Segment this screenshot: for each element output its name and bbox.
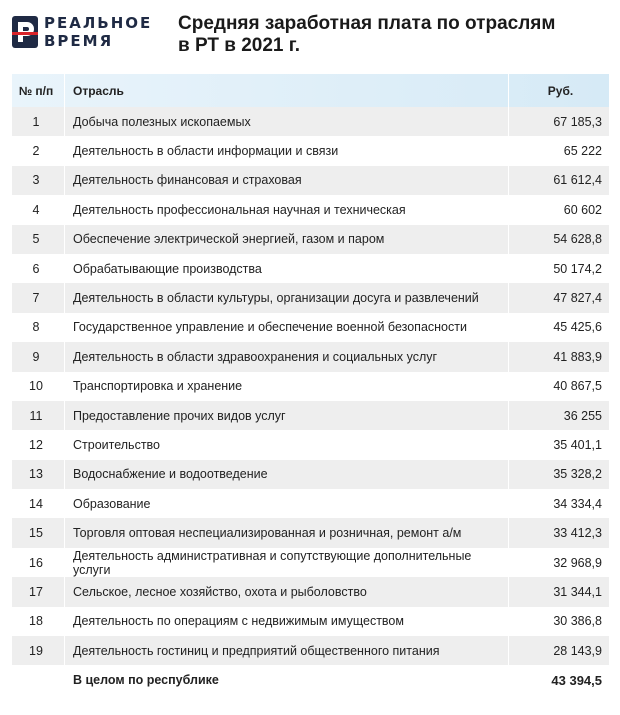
table-row [12,518,609,547]
row-value: 50 174,2 [553,261,602,276]
row-num: 8 [32,320,40,335]
table-row [12,254,609,283]
row-value: 45 425,6 [553,320,602,335]
salary-table [12,74,609,695]
row-num: 14 [29,496,43,511]
table-row [12,225,609,254]
table-row [12,342,609,371]
row-num: 9 [32,349,40,364]
row-name: Добыча полезных ископаемых [73,114,251,129]
table-row [12,489,609,518]
brand-name-line2: ВРЕМЯ [44,32,114,50]
table-row [12,430,609,459]
table-total-row [12,665,609,694]
row-name: Деятельность в области информации и связи [73,144,339,159]
brand-logo-icon [12,16,38,48]
table-row [12,283,609,312]
page-title-line2: в РТ в 2021 г. [178,35,301,56]
header-num: № п/п [18,83,54,98]
table-row [12,195,609,224]
row-value: 67 185,3 [553,114,602,129]
row-value: 40 867,5 [553,379,602,394]
row-num: 1 [32,114,40,129]
row-name: Деятельность по операциям с недвижимым имуществом [73,614,404,629]
page-title-line1: Средняя заработная плата по отраслям [178,13,556,34]
row-value: 47 827,4 [553,291,602,306]
brand-name [44,14,152,50]
row-num: 3 [32,173,40,188]
row-name: Обеспечение электрической энергией, газом и паром [73,232,385,247]
row-num: 7 [32,291,40,306]
table-header-row [12,74,609,107]
row-value: 34 334,4 [553,496,602,511]
row-num: 2 [32,144,40,159]
row-value: 30 386,8 [553,614,602,629]
table-row [12,136,609,165]
row-value: 54 628,8 [553,232,602,247]
row-name: Торговля оптовая неспециализированная и розничная, ремонт а/м [73,526,462,541]
table-row [12,636,609,665]
row-name: Предоставление прочих видов услуг [73,408,286,423]
table-row [12,401,609,430]
row-name: Государственное управление и обеспечение военной безопасности [73,320,467,335]
row-value: 35 328,2 [553,467,602,482]
table-row [12,548,609,577]
header-name: Отрасль [73,83,124,98]
row-value: 35 401,1 [553,437,602,452]
row-num: 15 [29,526,43,541]
row-value: 32 968,9 [553,555,602,570]
row-num: 17 [29,584,43,599]
row-value: 60 602 [563,202,602,217]
row-name: Сельское, лесное хозяйство, охота и рыболовство [73,584,367,599]
row-name: Деятельность финансовая и страховая [73,173,302,188]
row-name: Водоснабжение и водоотведение [73,467,268,482]
table-row [12,460,609,489]
table-row [12,107,609,136]
row-name: Деятельность в области культуры, организации досуга и развлечений [73,291,479,306]
table-row [12,372,609,401]
table-row [12,166,609,195]
row-value: 65 222 [563,144,602,159]
row-value: 33 412,3 [553,526,602,541]
row-name: Строительство [73,437,160,452]
total-value: 43 394,5 [551,672,602,688]
row-num: 16 [29,555,43,570]
table-row [12,577,609,606]
row-name: Образование [73,496,151,511]
row-num: 19 [29,643,43,658]
total-name: В целом по республике [73,673,219,688]
row-num: 12 [29,437,43,452]
row-value: 61 612,4 [553,173,602,188]
table-row [12,607,609,636]
brand-name-line1: РЕАЛЬНОЕ [44,14,153,32]
row-name: Обрабатывающие производства [73,261,262,276]
row-name: Деятельность в области здравоохранения и социальных услуг [73,349,438,364]
row-name: Деятельность профессиональная научная и техническая [73,202,406,217]
row-num: 5 [32,232,40,247]
row-value: 31 344,1 [553,584,602,599]
row-num: 11 [29,408,43,423]
row-name: Транспортировка и хранение [73,379,243,394]
row-num: 13 [29,467,43,482]
header-value: Руб. [547,83,574,98]
page-title [178,13,598,57]
row-value: 36 255 [563,408,602,423]
row-name: Деятельность административная и сопутствующие дополнительные услуги [73,548,472,577]
row-num: 10 [29,379,43,394]
row-num: 6 [32,261,40,276]
brand-logo [12,14,152,54]
row-value: 41 883,9 [553,349,602,364]
row-num: 18 [29,614,43,629]
row-num: 4 [32,202,40,217]
table-row [12,313,609,342]
row-value: 28 143,9 [553,643,602,658]
row-name: Деятельность гостиниц и предприятий общественного питания [73,643,440,658]
